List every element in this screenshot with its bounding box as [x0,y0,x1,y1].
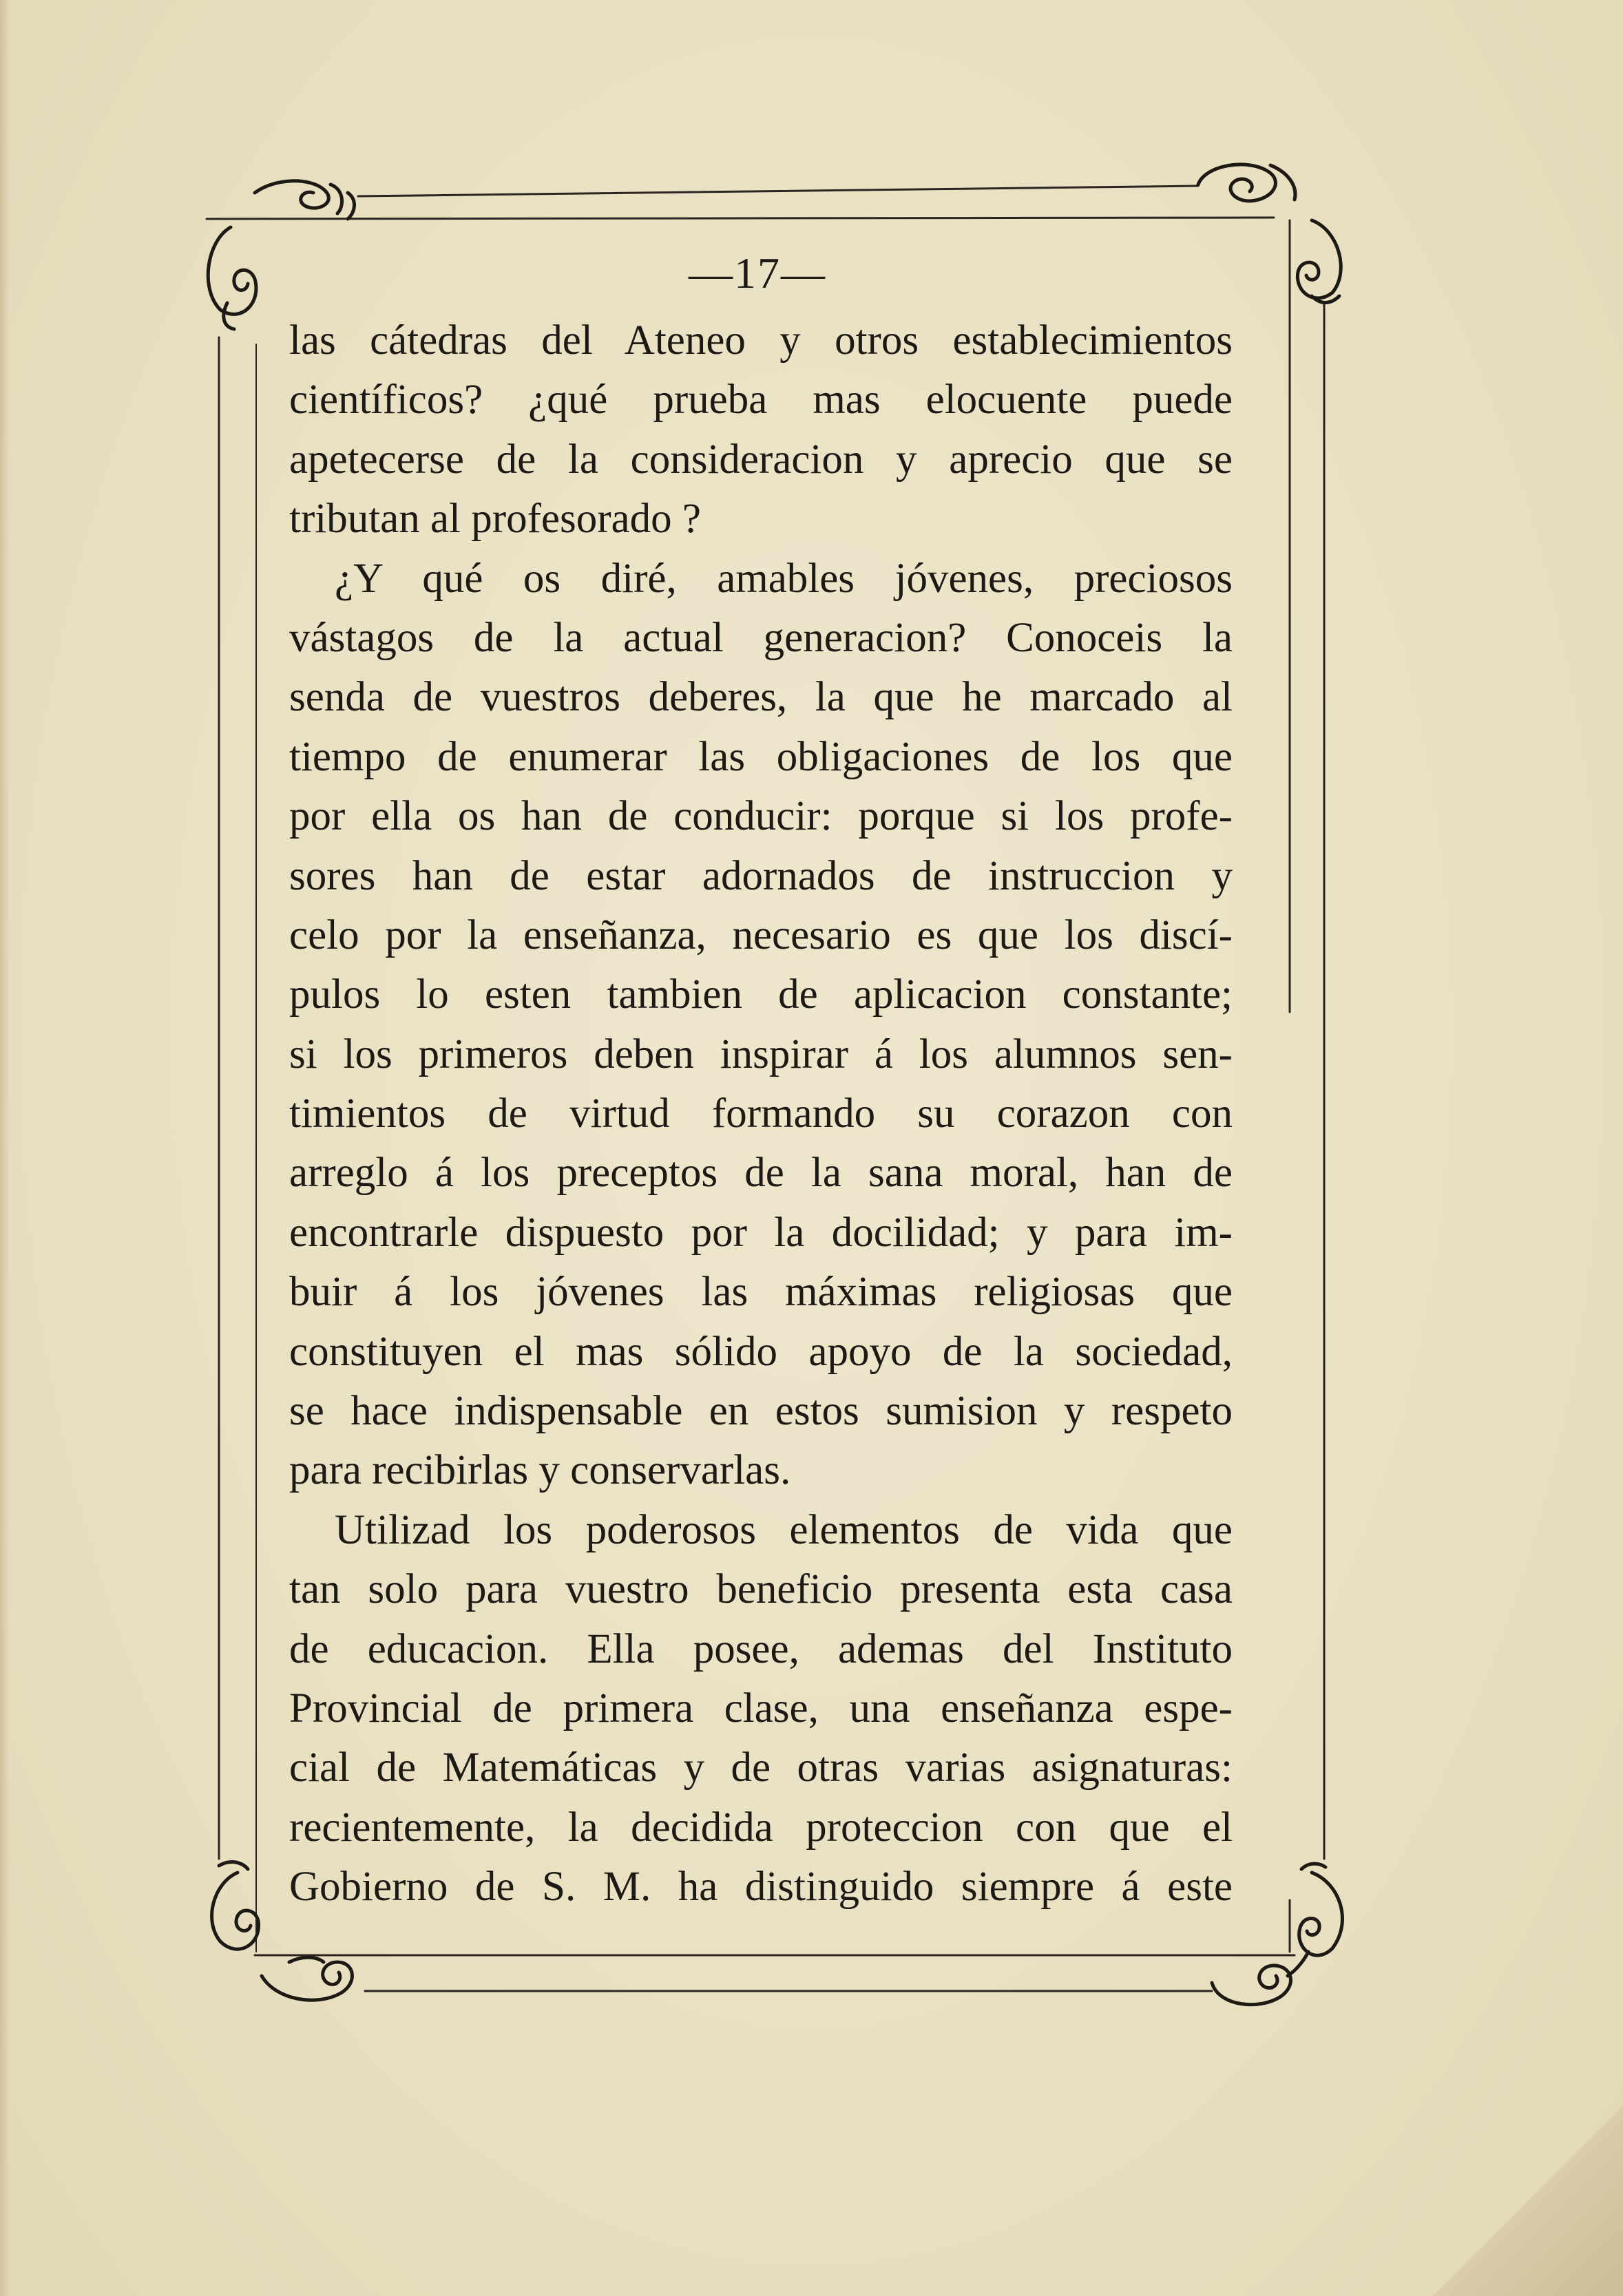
top-rule-outer [358,186,1198,196]
text-line: por ella os han de conducir: porque si los profe- [289,793,1233,840]
scroll-top-right [1198,165,1295,201]
text-line: sores han de estar adornados de instruccion y [289,852,1233,899]
text-line: vástagos de la actual generacion? Conoceis la [289,614,1233,661]
text-line: científicos? ¿qué prueba mas elocuente puede [289,377,1233,423]
text-line: tiempo de enumerar las obligaciones de los que [289,733,1233,780]
text-line: apetecerse de la consideracion y aprecio que se [289,436,1233,483]
text-line: de educacion. Ella posee, ademas del Instituto [289,1625,1233,1672]
scroll-bottom-right [1212,1952,1308,2005]
scroll-left-upper [208,227,256,329]
scroll-bottom-left [262,1957,352,2000]
top-rule-inner [207,218,1274,219]
scroll-left-lower [212,1862,259,1950]
text-line: buir á los jóvenes las máximas religiosas que [289,1269,1233,1316]
text-line: timientos de virtud formando su corazon con [289,1091,1233,1137]
text-line: constituyen el mas sólido apoyo de la sociedad, [289,1328,1233,1375]
text-line: senda de vuestros deberes, la que he marcado al [289,674,1233,721]
text-line: si los primeros deben inspirar á los alumnos sen- [289,1031,1233,1077]
text-line: las cátedras del Ateneo y otros establecimientos [289,317,1233,364]
text-line: tan solo para vuestro beneficio presenta esta casa [289,1566,1233,1613]
text-line: ¿Y qué os diré, amables jóvenes, preciosos [335,555,1233,602]
text-line: celo por la enseñanza, necesario es que los discí- [289,912,1233,958]
scroll-right-lower [1299,1864,1343,1955]
text-line: Provincial de primera clase, una enseñanza espe- [289,1685,1233,1731]
text-line: Utilizad los poderosos elementos de vida que [335,1506,1233,1553]
text-line: se hace indispensable en estos sumision y respeto [289,1388,1233,1435]
body-text [289,311,1233,1917]
text-line: cial de Matemáticas y de otras varias asignaturas: [289,1745,1233,1791]
text-line: tributan al profesorado ? [289,496,701,543]
page-number: —17— [689,249,826,297]
text-line: pulos lo esten tambien de aplicacion constante; [289,971,1233,1018]
text-line: para recibirlas y conservarlas. [289,1447,791,1494]
scroll-top-left [255,181,354,219]
text-line: arreglo á los preceptos de la sana moral, han de [289,1150,1233,1197]
text-line: recientemente, la decidida proteccion con que el [289,1804,1233,1851]
text-line: encontrarle dispuesto por la docilidad; y para im- [289,1209,1233,1256]
scroll-right-upper [1297,220,1341,302]
text-line: Gobierno de S. M. ha distinguido siempre á este [289,1864,1233,1910]
